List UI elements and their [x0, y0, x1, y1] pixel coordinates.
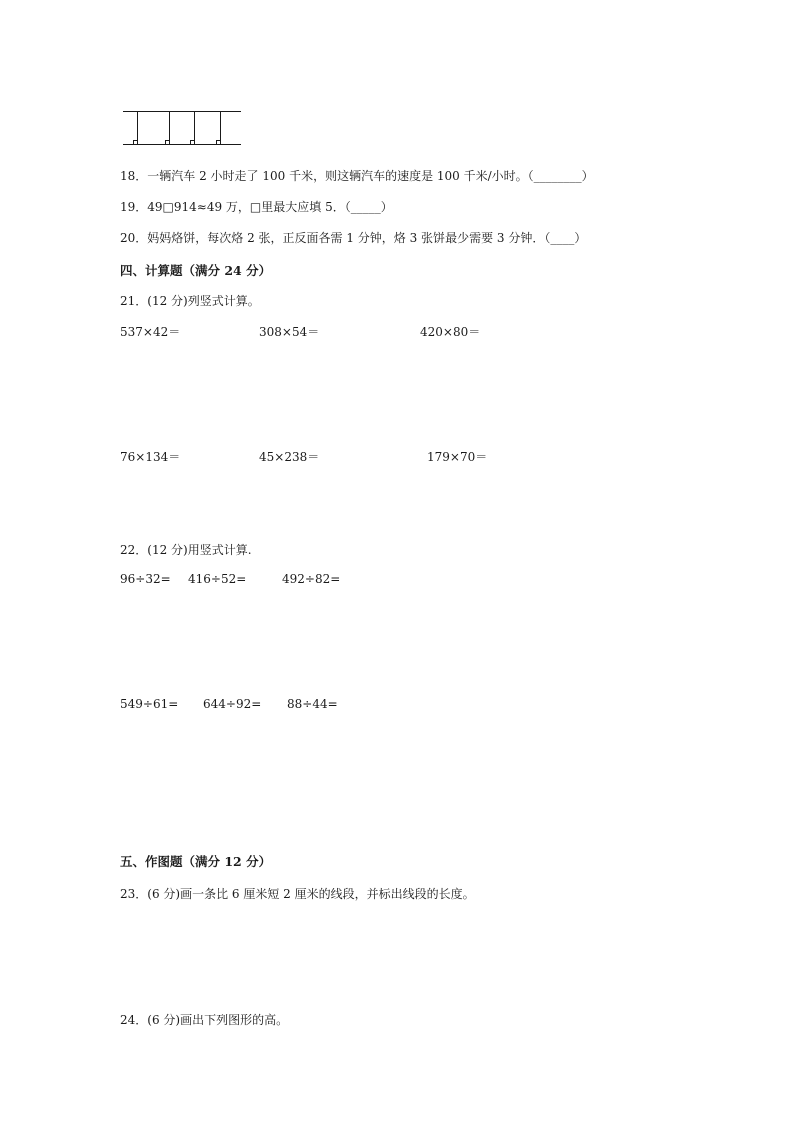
question-20: 20．妈妈烙饼，每次烙 2 张，正反面各需 1 分钟，烙 3 张饼最少需要 3 分钟．（____）	[120, 231, 587, 245]
q22-problem-2: 416÷52=	[188, 572, 247, 586]
q22-problem-4: 549÷61=	[120, 697, 179, 711]
q22-problem-3: 492÷82=	[282, 572, 341, 586]
q21-problem-3: 420×80＝	[420, 325, 481, 339]
question-22: 22．(12 分)用竖式计算.	[120, 543, 252, 557]
q21-problem-6: 179×70＝	[427, 450, 488, 464]
q21-problem-4: 76×134＝	[120, 450, 181, 464]
question-21: 21．(12 分)列竖式计算。	[120, 294, 260, 308]
section-5-title: 五、作图题（满分 12 分）	[120, 854, 272, 869]
q21-problem-1: 537×42＝	[120, 325, 181, 339]
q22-problem-6: 88÷44=	[287, 697, 338, 711]
q21-problem-2: 308×54＝	[259, 325, 320, 339]
question-18: 18．一辆汽车 2 小时走了 100 千米，则这辆汽车的速度是 100 千米/小时。（________）	[120, 169, 594, 183]
q22-problem-5: 644÷92=	[203, 697, 262, 711]
q21-problem-5: 45×238＝	[259, 450, 320, 464]
question-24: 24．(6 分)画出下列图形的高。	[120, 1013, 289, 1027]
q22-problem-1: 96÷32=	[120, 572, 171, 586]
question-19: 19．49□914≈49 万，□里最大应填 5．（_____）	[120, 200, 393, 214]
parallel-lines-with-perpendiculars-icon	[120, 104, 244, 148]
question-23: 23．(6 分)画一条比 6 厘米短 2 厘米的线段，并标出线段的长度。	[120, 887, 475, 901]
section-4-title: 四、计算题（满分 24 分）	[120, 263, 272, 278]
